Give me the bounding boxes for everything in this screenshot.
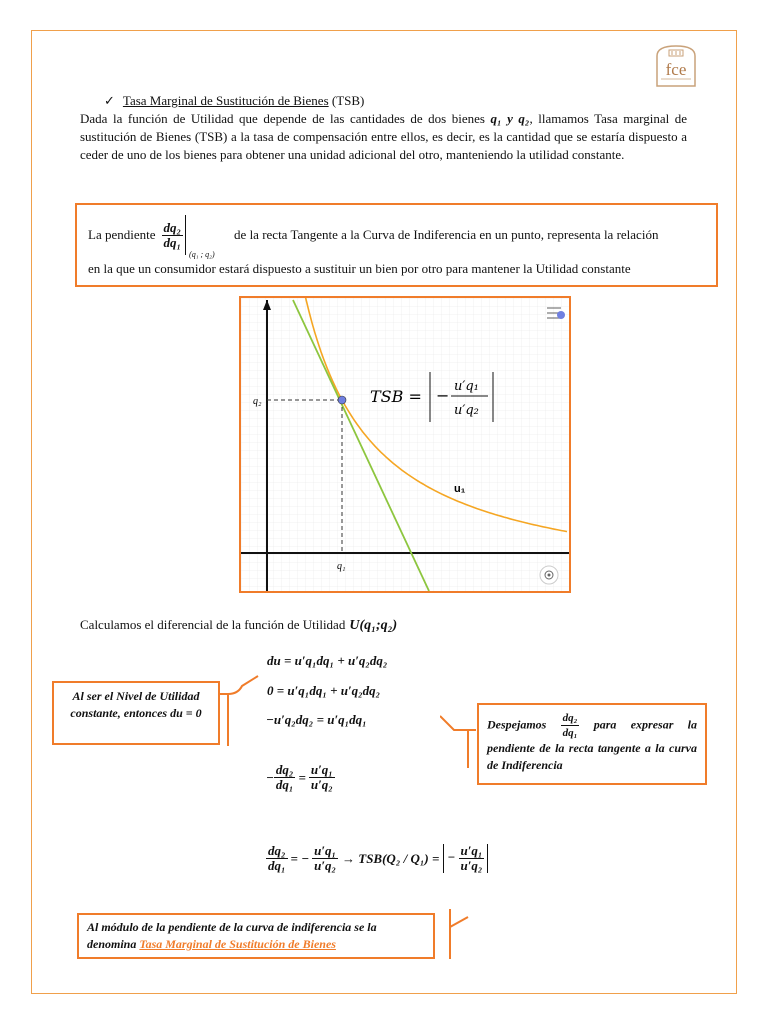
calc-text: Calculamos el diferencial de la función de Utilidad xyxy=(80,617,346,632)
module-text: Al módulo de la pendiente de la curva de indiferencia se la denomina xyxy=(87,920,377,951)
utility-function: U(q₁;q₂) xyxy=(349,618,398,633)
tsb-mid-den: u′q₂ xyxy=(314,858,337,873)
tsb-abs-fraction xyxy=(459,844,485,873)
x-axis-label: q₁ xyxy=(337,561,346,572)
ratio-left-num: dq₂ xyxy=(275,762,294,777)
graph-canvas xyxy=(241,298,569,591)
ratio-right-den: u′q₂ xyxy=(310,777,333,792)
section-heading xyxy=(104,93,364,109)
solve-slope-callout xyxy=(477,703,707,785)
equation-ratio xyxy=(266,763,335,792)
grid xyxy=(241,298,569,591)
callout-bracket-bottom xyxy=(436,905,472,961)
tsb-formula-minus: − xyxy=(436,386,450,405)
constant-utility-callout: Al ser el Nivel de Utilidad constante, entonces du = 0 xyxy=(52,681,220,745)
ratio-right-num: u′q₁ xyxy=(310,762,333,777)
slope-numerator: dq₂ xyxy=(163,219,182,235)
fce-logo xyxy=(651,42,701,88)
tsb-abs-minus: − xyxy=(447,849,456,865)
definition-prefix: La pendiente xyxy=(88,227,156,242)
equation-zero: 0 = u′q₁dq₁ + u′q₂dq₂ xyxy=(267,683,381,698)
equation-differential: du = u′q₁dq₁ + u′q₂dq₂ xyxy=(267,653,388,668)
tsb-left-den: dq₁ xyxy=(268,858,286,873)
slope-denominator: dq₁ xyxy=(163,234,182,250)
tsb-link[interactable]: Tasa Marginal de Sustitución de Bienes xyxy=(139,937,336,951)
equation-rearranged: −u′q₂dq₂ = u′q₁dq₁ xyxy=(266,712,367,727)
ratio-equals: = xyxy=(298,769,306,785)
ratio-left-fraction xyxy=(274,763,296,792)
solve-den: dq₁ xyxy=(562,727,578,739)
intro-vars: q₁ y q₂ xyxy=(490,111,530,126)
evaluation-point: (q₁ ; q₂) xyxy=(189,250,215,259)
definition-box xyxy=(75,203,718,287)
slope-fraction xyxy=(162,221,184,250)
equation-tsb xyxy=(266,844,488,873)
intro-text-end: , llamamos Tasa marginal de sustitución de Bienes (TSB) a la tasa de compensación entre ellos, es decir, es la cantidad que se estaría dispuesto a ceder de uno de los bienes para obtener una unidad adicional del otro, manteniendo la utilidad constante. xyxy=(80,111,688,162)
tsb-abs-num: u′q₁ xyxy=(460,843,483,858)
ratio-minus: − xyxy=(266,769,274,785)
solve-rest: para expresar la pendiente de la recta tangente a la curva de Indiferencia xyxy=(487,717,698,772)
indifference-curve-graph xyxy=(239,296,571,593)
tsb-left-fraction xyxy=(266,844,288,873)
heading-title: Tasa Marginal de Sustitución de Bienes xyxy=(122,93,329,108)
tsb-left-num: dq₂ xyxy=(268,843,286,858)
curve-label: u₁ xyxy=(454,483,466,495)
tsb-formula-lhs: TSB = xyxy=(370,387,422,406)
tsb-mid-num: u′q₁ xyxy=(314,843,337,858)
module-definition-callout xyxy=(77,913,435,959)
ratio-right-fraction xyxy=(309,763,335,792)
tsb-abs-den: u′q₂ xyxy=(460,858,483,873)
ratio-left-den: dq₁ xyxy=(275,777,294,792)
tsb-arrow: → TSB(Q₂ / Q₁) = xyxy=(342,850,440,866)
intro-text-start: Dada la función de Utilidad que depende de las cantidades de dos bienes xyxy=(80,111,485,126)
logo-text: fce xyxy=(665,60,687,79)
tangent-point[interactable] xyxy=(338,396,346,404)
tsb-formula-den: u′q₂ xyxy=(454,403,479,418)
tsb-mid-fraction xyxy=(312,844,338,873)
y-axis-label: q₂ xyxy=(253,396,262,407)
solve-num: dq₂ xyxy=(562,712,578,724)
solve-fraction xyxy=(561,711,580,740)
evaluation-bar xyxy=(185,215,215,259)
tsb-absolute-value xyxy=(443,844,488,873)
recenter-icon[interactable] xyxy=(540,566,558,584)
callout-bracket-right xyxy=(440,714,480,770)
tsb-equals-minus: = − xyxy=(290,850,310,866)
heading-suffix: (TSB) xyxy=(328,93,365,108)
solve-prefix: Despejamos xyxy=(487,717,547,732)
definition-line-1-rest: de la recta Tangente a la Curva de Indiferencia en un punto, representa la relación xyxy=(234,227,659,242)
callout-bracket-left xyxy=(220,668,264,748)
check-icon: ✓ xyxy=(104,93,115,108)
definition-line-2: en la que un consumidor estará dispuesto a sustituir un bien por otro para mantener la Utilidad constante xyxy=(88,261,631,276)
calc-line xyxy=(80,617,397,634)
definition-line-1 xyxy=(88,215,710,259)
tsb-formula-num: u′q₁ xyxy=(454,379,479,394)
intro-paragraph xyxy=(80,110,687,164)
